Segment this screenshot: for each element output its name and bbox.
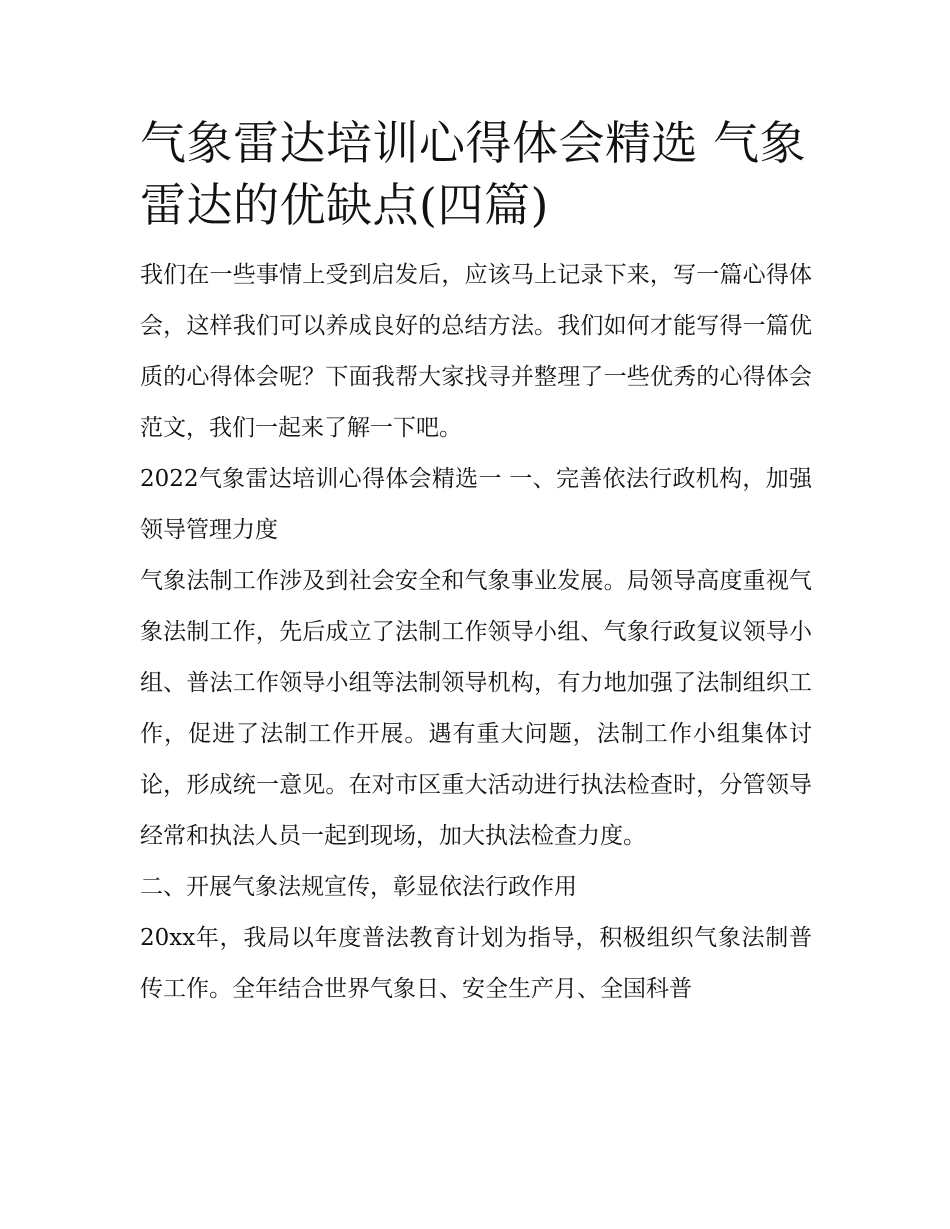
paragraph-body-2: 20xx年，我局以年度普法教育计划为指导，积极组织气象法制普传工作。全年结合世界气象日、安全生产月、全国科普 xyxy=(140,925,812,1002)
document-title: 气象雷达培训心得体会精选 气象雷达的优缺点(四篇) xyxy=(140,116,807,232)
paragraph-body-1: 气象法制工作涉及到社会安全和气象事业发展。局领导高度重视气象法制工作，先后成立了法制工作领导小组、气象行政复议领导小组、普法工作领导小组等法制领导机构，有力地加强了法制组织工作，促进了法制工作开展。遇有重大问题，法制工作小组集体讨论，形成统一意见。在对市区重大活动进行执法检查时，分管领导经常和执法人员一起到现场，加大执法检查力度。 xyxy=(140,568,812,849)
document-page xyxy=(140,112,812,1015)
paragraph-intro: 我们在一些事情上受到启发后，应该马上记录下来，写一篇心得体会，这样我们可以养成良好的总结方法。我们如何才能写得一篇优质的心得体会呢？下面我帮大家找寻并整理了一些优秀的心得体会范文，我们一起来了解一下吧。 xyxy=(140,262,812,441)
paragraph-heading-2: 二、开展气象法规宣传，彰显依法行政作用 xyxy=(140,874,577,900)
paragraph-heading-1: 2022气象雷达培训心得体会精选一 一、完善依法行政机构，加强领导管理力度 xyxy=(140,466,812,543)
